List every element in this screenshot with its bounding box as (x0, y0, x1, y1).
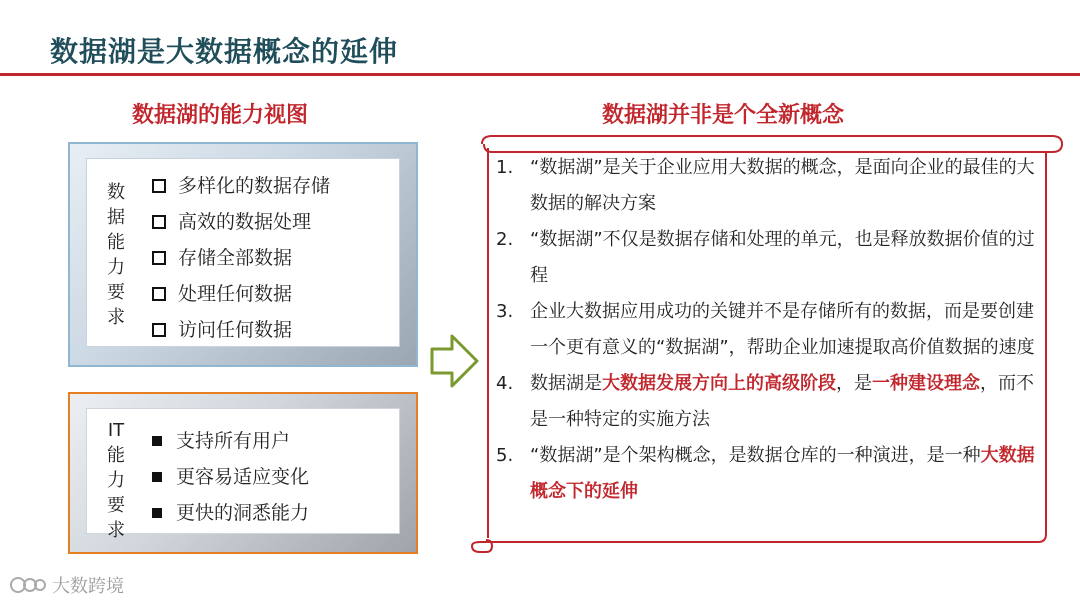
point-text: “数据湖”是个架构概念，是数据仓库的一种演进，是一种 (530, 445, 981, 466)
point-text: “数据湖”不仅是数据存储和处理的单元，也是释放数据价值的过程 (530, 229, 1035, 286)
list-item-text: 访问任何数据 (178, 319, 293, 341)
highlighted-text: 一种建设理念 (872, 373, 980, 394)
concept-point (496, 438, 1046, 510)
list-item (152, 240, 330, 276)
it-capability-list (152, 423, 309, 531)
concept-points-list (496, 150, 1046, 510)
highlighted-text: 大数据发展方向上的高级阶段 (602, 373, 836, 394)
point-number: 1. (496, 157, 514, 178)
list-item-text: 多样化的数据存储 (178, 175, 331, 197)
checkbox-outline-icon (152, 287, 166, 301)
list-item (152, 168, 330, 204)
checkbox-outline-icon (152, 215, 166, 229)
point-text: ，而不是一种特定的实施方法 (530, 373, 1034, 430)
list-item-text: 更容易适应变化 (176, 466, 310, 488)
highlighted-text: 大数据概念下的延伸 (530, 445, 1035, 502)
square-bullet-icon (152, 472, 162, 482)
vertical-label-char: 能 (107, 445, 125, 466)
slide-title: 数据湖是大数据概念的延伸 (50, 35, 399, 68)
square-bullet-icon (152, 436, 162, 446)
data-capability-label (105, 180, 127, 330)
vertical-label-char: 求 (107, 520, 125, 541)
checkbox-outline-icon (152, 179, 166, 193)
list-item-text: 存储全部数据 (178, 247, 293, 269)
list-item (152, 204, 330, 240)
concept-point (496, 150, 1046, 222)
right-heading: 数据湖并非是个全新概念 (602, 103, 845, 128)
vertical-label-char: 能 (107, 232, 125, 253)
point-text: 数据湖是 (530, 373, 602, 394)
vertical-label-char: 力 (107, 470, 125, 491)
vertical-label-char: IT (107, 420, 125, 441)
list-item-text: 更快的洞悉能力 (176, 502, 310, 524)
concept-point (496, 222, 1046, 294)
concept-point (496, 294, 1046, 366)
point-number: 4. (496, 373, 514, 394)
it-capability-label (105, 418, 127, 543)
list-item (152, 459, 309, 495)
list-item-text: 处理任何数据 (178, 283, 293, 305)
point-number: 5. (496, 445, 514, 466)
list-item (152, 276, 330, 312)
point-text: “数据湖”是关于企业应用大数据的概念，是面向企业的最佳的大数据的解决方案 (530, 157, 1035, 214)
point-text: ，是 (836, 373, 872, 394)
concept-point (496, 366, 1046, 438)
vertical-label-char: 数 (107, 182, 125, 203)
list-item (152, 423, 309, 459)
left-heading: 数据湖的能力视图 (132, 103, 309, 128)
checkbox-outline-icon (152, 251, 166, 265)
point-number: 3. (496, 301, 514, 322)
checkbox-outline-icon (152, 323, 166, 337)
watermark-text: 大数跨境 (52, 576, 124, 597)
data-capability-list (152, 168, 330, 348)
watermark (10, 572, 124, 598)
title-divider (0, 73, 1080, 76)
vertical-label-char: 求 (107, 307, 125, 328)
square-bullet-icon (152, 508, 162, 518)
list-item-text: 支持所有用户 (176, 430, 291, 452)
vertical-label-char: 据 (107, 207, 125, 228)
vertical-label-char: 力 (107, 257, 125, 278)
list-item-text: 高效的数据处理 (178, 211, 312, 233)
point-number: 2. (496, 229, 514, 250)
list-item (152, 312, 330, 348)
vertical-label-char: 要 (107, 495, 125, 516)
vertical-label-char: 要 (107, 282, 125, 303)
brand-logo-icon (10, 574, 46, 596)
point-text: 企业大数据应用成功的关键并不是存储所有的数据，而是要创建一个更有意义的“数据湖”，帮助企业加速提取高价值数据的速度 (530, 301, 1035, 358)
list-item (152, 495, 309, 531)
